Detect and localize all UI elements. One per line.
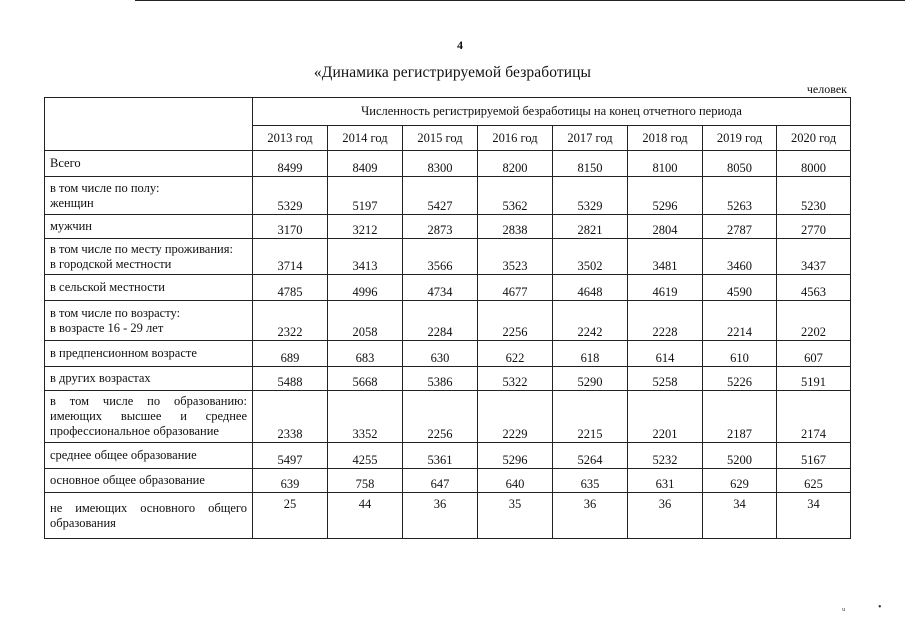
value-cell: 3523	[478, 239, 553, 275]
value-cell: 631	[628, 469, 703, 493]
value-cell: 5200	[703, 443, 777, 469]
value-cell: 5427	[403, 177, 478, 215]
value-cell: 5386	[403, 367, 478, 391]
value-cell: 2338	[253, 391, 328, 443]
value-cell: 3481	[628, 239, 703, 275]
table-row	[45, 275, 851, 301]
value-cell: 3413	[328, 239, 403, 275]
table-row	[45, 177, 851, 215]
table-row	[45, 301, 851, 341]
value-cell: 3502	[553, 239, 628, 275]
value-cell: 2202	[777, 301, 851, 341]
value-cell: 689	[253, 341, 328, 367]
value-cell: 8499	[253, 151, 328, 177]
page-number: 4	[457, 38, 463, 52]
value-cell: 4563	[777, 275, 851, 301]
value-cell: 2229	[478, 391, 553, 443]
value-cell: 34	[777, 493, 851, 539]
row-label: в других возрастах	[45, 367, 253, 391]
value-cell: 3212	[328, 215, 403, 239]
value-cell: 5296	[628, 177, 703, 215]
value-cell: 2174	[777, 391, 851, 443]
value-cell: 647	[403, 469, 478, 493]
year-header: 2017 год	[553, 126, 628, 151]
value-cell: 625	[777, 469, 851, 493]
row-label: в том числе по месту проживания: в городской местности	[45, 239, 253, 275]
value-cell: 2187	[703, 391, 777, 443]
value-cell: 4677	[478, 275, 553, 301]
table-row	[45, 151, 851, 177]
value-cell: 2873	[403, 215, 478, 239]
value-cell: 635	[553, 469, 628, 493]
corner-cell	[45, 98, 253, 151]
value-cell: 2058	[328, 301, 403, 341]
table-row	[45, 367, 851, 391]
value-cell: 5488	[253, 367, 328, 391]
value-cell: 2201	[628, 391, 703, 443]
value-cell: 5290	[553, 367, 628, 391]
row-label: в том числе по возрасту: в возрасте 16 - 29 лет	[45, 301, 253, 341]
value-cell: 35	[478, 493, 553, 539]
value-cell: 5226	[703, 367, 777, 391]
value-cell: 4648	[553, 275, 628, 301]
table-row	[45, 341, 851, 367]
value-cell: 36	[628, 493, 703, 539]
value-cell: 4255	[328, 443, 403, 469]
value-cell: 5497	[253, 443, 328, 469]
value-cell: 5232	[628, 443, 703, 469]
value-cell: 4996	[328, 275, 403, 301]
value-cell: 5361	[403, 443, 478, 469]
scan-mark: •	[878, 602, 882, 613]
value-cell: 4590	[703, 275, 777, 301]
value-cell: 2322	[253, 301, 328, 341]
value-cell: 8300	[403, 151, 478, 177]
value-cell: 5197	[328, 177, 403, 215]
value-cell: 622	[478, 341, 553, 367]
value-cell: 607	[777, 341, 851, 367]
value-cell: 610	[703, 341, 777, 367]
value-cell: 8000	[777, 151, 851, 177]
value-cell: 2256	[403, 391, 478, 443]
value-cell: 5329	[553, 177, 628, 215]
year-header: 2020 год	[777, 126, 851, 151]
value-cell: 5263	[703, 177, 777, 215]
value-cell: 36	[403, 493, 478, 539]
top-border-line	[135, 0, 905, 1]
value-cell: 2821	[553, 215, 628, 239]
group-header: Численность регистрируемой безработицы на конец отчетного периода	[253, 98, 851, 126]
row-label: в сельской местности	[45, 275, 253, 301]
value-cell: 5296	[478, 443, 553, 469]
value-cell: 34	[703, 493, 777, 539]
value-cell: 2284	[403, 301, 478, 341]
value-cell: 618	[553, 341, 628, 367]
value-cell: 4734	[403, 275, 478, 301]
value-cell: 3170	[253, 215, 328, 239]
value-cell: 3352	[328, 391, 403, 443]
value-cell: 2838	[478, 215, 553, 239]
row-label: среднее общее образование	[45, 443, 253, 469]
header-row-group	[45, 98, 851, 126]
value-cell: 2215	[553, 391, 628, 443]
value-cell: 5191	[777, 367, 851, 391]
year-header: 2013 год	[253, 126, 328, 151]
scan-mark: ᵤ	[842, 602, 846, 613]
value-cell: 4785	[253, 275, 328, 301]
value-cell: 4619	[628, 275, 703, 301]
document-title: «Динамика регистрируемой безработицы	[313, 64, 592, 81]
row-label: не имеющих основного общего образования	[45, 493, 253, 539]
value-cell: 2804	[628, 215, 703, 239]
value-cell: 5322	[478, 367, 553, 391]
value-cell: 25	[253, 493, 328, 539]
value-cell: 5362	[478, 177, 553, 215]
value-cell: 44	[328, 493, 403, 539]
value-cell: 5264	[553, 443, 628, 469]
row-label: в том числе по полу: женщин	[45, 177, 253, 215]
value-cell: 614	[628, 341, 703, 367]
row-label: основное общее образование	[45, 469, 253, 493]
value-cell: 2787	[703, 215, 777, 239]
table-body	[45, 151, 851, 539]
year-header: 2019 год	[703, 126, 777, 151]
row-label: в предпенсионном возрасте	[45, 341, 253, 367]
value-cell: 2770	[777, 215, 851, 239]
value-cell: 630	[403, 341, 478, 367]
value-cell: 8409	[328, 151, 403, 177]
value-cell: 5167	[777, 443, 851, 469]
value-cell: 683	[328, 341, 403, 367]
value-cell: 5329	[253, 177, 328, 215]
value-cell: 3714	[253, 239, 328, 275]
year-header: 2014 год	[328, 126, 403, 151]
table-row	[45, 239, 851, 275]
value-cell: 3566	[403, 239, 478, 275]
value-cell: 758	[328, 469, 403, 493]
value-cell: 2228	[628, 301, 703, 341]
table-row	[45, 215, 851, 239]
value-cell: 2242	[553, 301, 628, 341]
value-cell: 8050	[703, 151, 777, 177]
unit-label: человек	[806, 82, 847, 96]
value-cell: 640	[478, 469, 553, 493]
value-cell: 8100	[628, 151, 703, 177]
value-cell: 629	[703, 469, 777, 493]
value-cell: 2256	[478, 301, 553, 341]
value-cell: 36	[553, 493, 628, 539]
unemployment-table	[44, 97, 851, 539]
value-cell: 5258	[628, 367, 703, 391]
value-cell: 5668	[328, 367, 403, 391]
year-header: 2016 год	[478, 126, 553, 151]
year-header: 2018 год	[628, 126, 703, 151]
value-cell: 639	[253, 469, 328, 493]
table-row	[45, 493, 851, 539]
year-header: 2015 год	[403, 126, 478, 151]
row-label: Всего	[45, 151, 253, 177]
value-cell: 5230	[777, 177, 851, 215]
value-cell: 3460	[703, 239, 777, 275]
table-row	[45, 391, 851, 443]
table-row	[45, 469, 851, 493]
value-cell: 8150	[553, 151, 628, 177]
value-cell: 3437	[777, 239, 851, 275]
row-label: мужчин	[45, 215, 253, 239]
value-cell: 2214	[703, 301, 777, 341]
table-row	[45, 443, 851, 469]
value-cell: 8200	[478, 151, 553, 177]
row-label: в том числе по образованию: имеющих высшее и среднее профессиональное образование	[45, 391, 253, 443]
